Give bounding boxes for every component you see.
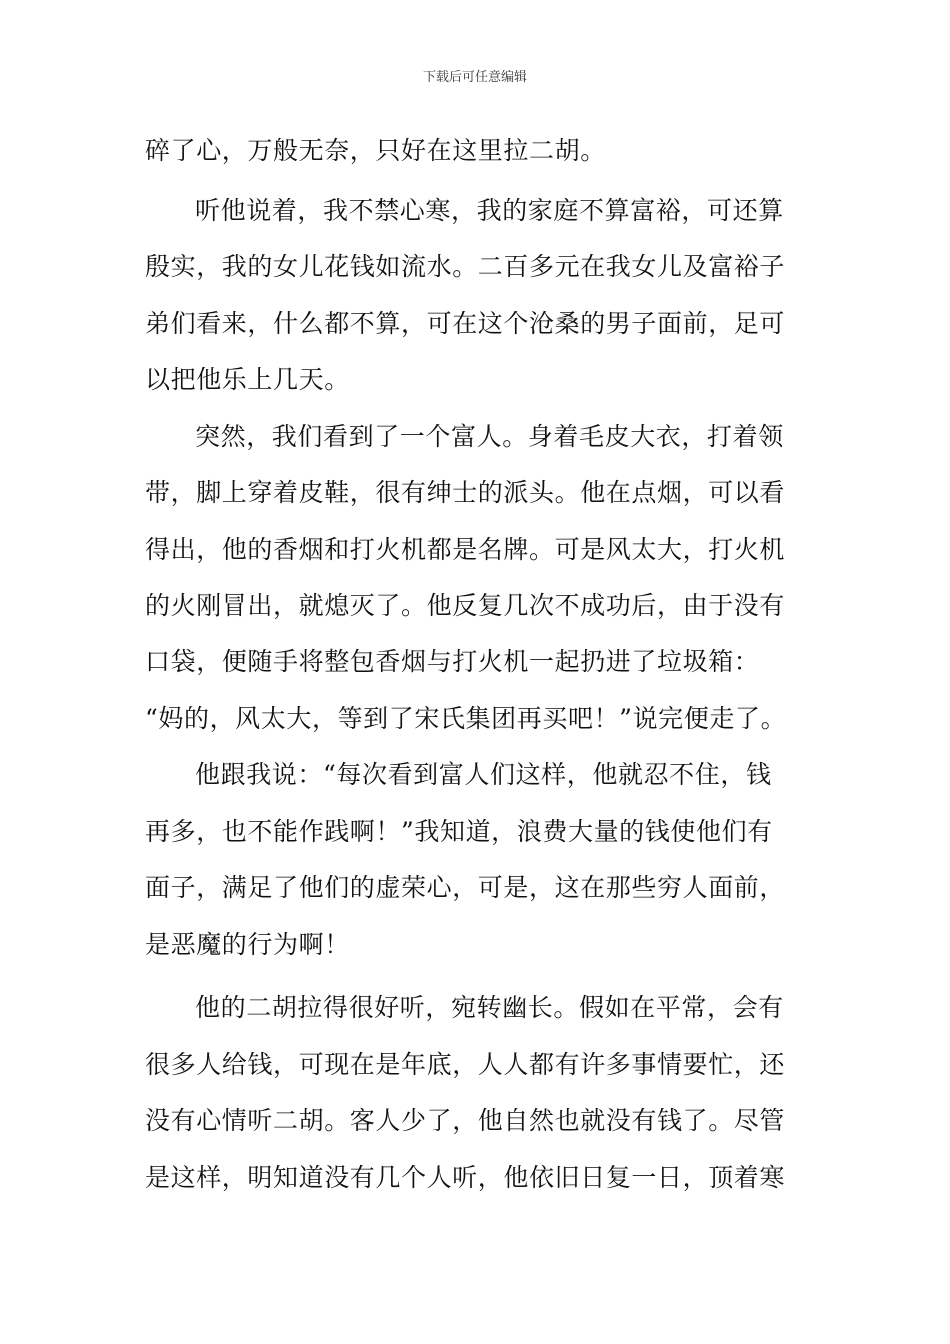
text-line: 突然，我们看到了一个富人。身着毛皮大衣，打着领 <box>195 422 784 451</box>
page-header: 下载后可任意编辑 <box>422 70 527 85</box>
text-line: 是这样，明知道没有几个人听，他依旧日复一日，顶着寒 <box>145 1163 786 1192</box>
text-line: 很多人给钱，可现在是年底，人人都有许多事情要忙，还 <box>145 1050 786 1079</box>
text-line: 碎了心，万般无奈，只好在这里拉二胡。 <box>145 136 606 165</box>
text-line: 的火刚冒出，就熄灭了。他反复几次不成功后，由于没有 <box>145 591 786 620</box>
text-line: 是恶魔的行为啊！ <box>145 930 350 959</box>
text-line: 口袋，便随手将整包香烟与打火机一起扔进了垃圾箱： <box>145 647 760 676</box>
text-line: 以把他乐上几天。 <box>145 365 350 394</box>
text-line: 再多，也不能作践啊！”我知道，浪费大量的钱使他们有 <box>145 817 773 846</box>
text-line: 没有心情听二胡。客人少了，他自然也就没有钱了。尽管 <box>145 1106 786 1135</box>
text-line: 弟们看来，什么都不算，可在这个沧桑的男子面前，足可 <box>145 309 786 338</box>
text-line: 他的二胡拉得很好听，宛转幽长。假如在平常，会有 <box>195 993 784 1022</box>
text-line: 他跟我说：“每次看到富人们这样，他就忍不住，钱 <box>195 760 772 789</box>
text-line: 殷实，我的女儿花钱如流水。二百多元在我女儿及富裕子 <box>145 252 786 281</box>
text-line: 带，脚上穿着皮鞋，很有绅士的派头。他在点烟，可以看 <box>145 478 786 507</box>
text-line: 面子，满足了他们的虚荣心，可是，这在那些穷人面前， <box>145 873 786 902</box>
text-line: 得出，他的香烟和打火机都是名牌。可是风太大，打火机 <box>145 535 786 564</box>
text-line: 听他说着，我不禁心寒，我的家庭不算富裕，可还算 <box>195 196 784 225</box>
text-line: “妈的，风太大，等到了宋氏集团再买吧！”说完便走了。 <box>145 704 787 733</box>
